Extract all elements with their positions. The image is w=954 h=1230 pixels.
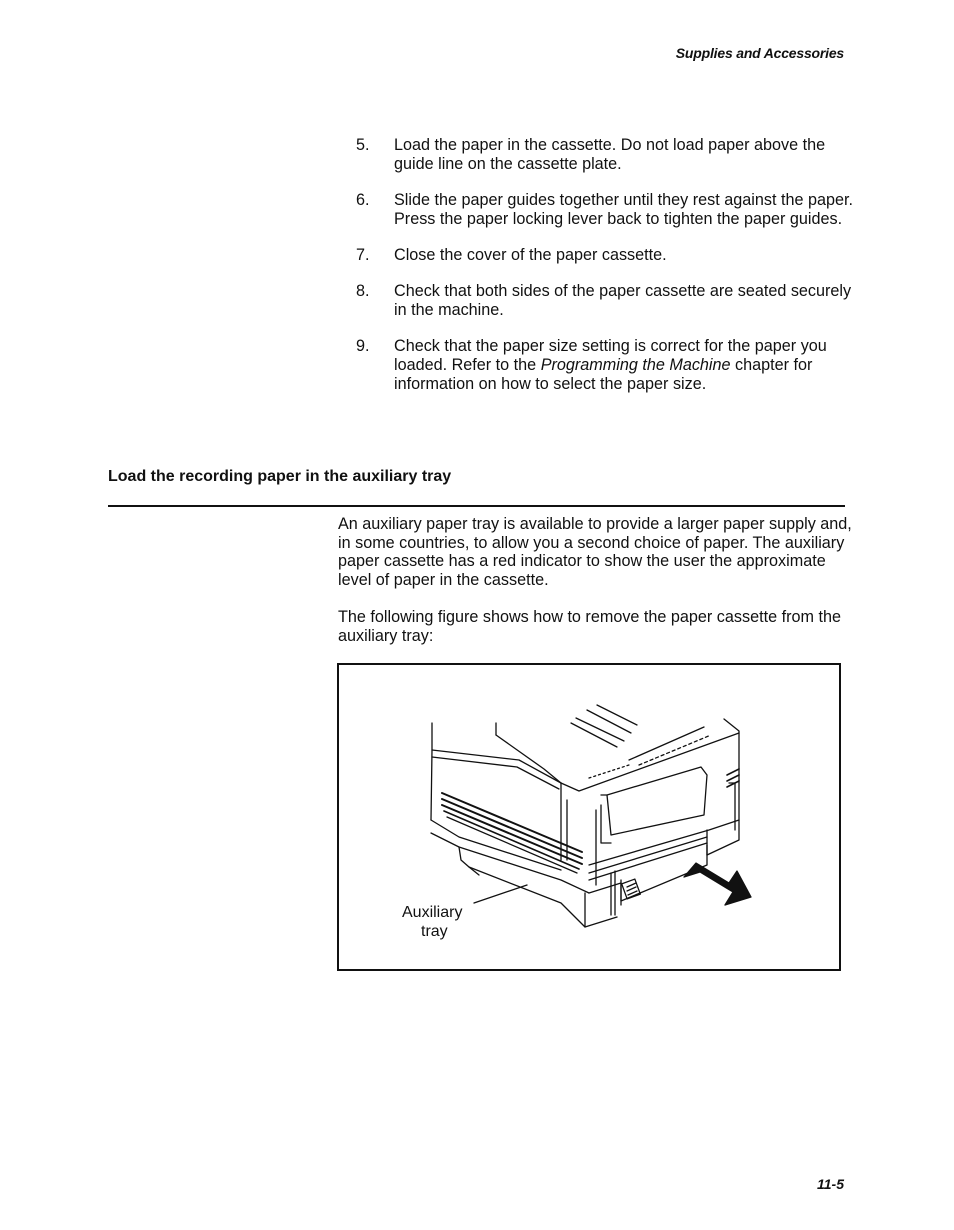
step-text: [394, 337, 856, 394]
chapter-reference: Programming the Machine: [540, 356, 731, 374]
figure-frame: [337, 663, 841, 971]
step-item: [356, 246, 856, 265]
step-number: 9.: [356, 337, 370, 355]
step-item: [356, 191, 856, 229]
section-heading: Load the recording paper in the auxiliary tray: [108, 468, 452, 485]
auxiliary-tray-callout-line1: Auxiliary: [402, 904, 463, 921]
step-number: 7.: [356, 246, 370, 264]
step-number: 5.: [356, 136, 370, 154]
step-item: [356, 337, 856, 394]
step-text: Load the paper in the cassette. Do not load paper above the guide line on the cassette plate.: [394, 136, 826, 173]
step-item: [356, 136, 856, 174]
auxiliary-tray-callout-line2: tray: [421, 923, 448, 940]
step-text: Close the cover of the paper cassette.: [394, 246, 667, 264]
page-number: 11-5: [817, 1176, 844, 1192]
step-text: Check that both sides of the paper cassette are seated securely in the machine.: [394, 282, 852, 319]
running-header: Supplies and Accessories: [675, 45, 844, 61]
step-text-part: Check that the paper size setting is correct for the paper you loaded. Refer to the: [394, 337, 827, 374]
intro-paragraph: An auxiliary paper tray is available to provide a larger paper supply and, in some countries, to allow you a second choice of paper. The auxiliary paper cassette has a red indicator to show the user the approximate level of paper in the cassette.: [338, 515, 852, 589]
step-item: [356, 282, 856, 320]
step-text-part: chapter for information on how to select the paper size.: [394, 356, 813, 393]
figure-intro-paragraph: The following figure shows how to remove the paper cassette from the auxiliary tray:: [338, 608, 841, 645]
step-text: Slide the paper guides together until they rest against the paper. Press the paper locking lever back to tighten the paper guides.: [394, 191, 853, 228]
section-divider: [108, 505, 845, 507]
steps-list: [356, 136, 856, 411]
printer-with-auxiliary-tray-illustration: [339, 665, 839, 969]
step-number: 8.: [356, 282, 370, 300]
step-number: 6.: [356, 191, 370, 209]
